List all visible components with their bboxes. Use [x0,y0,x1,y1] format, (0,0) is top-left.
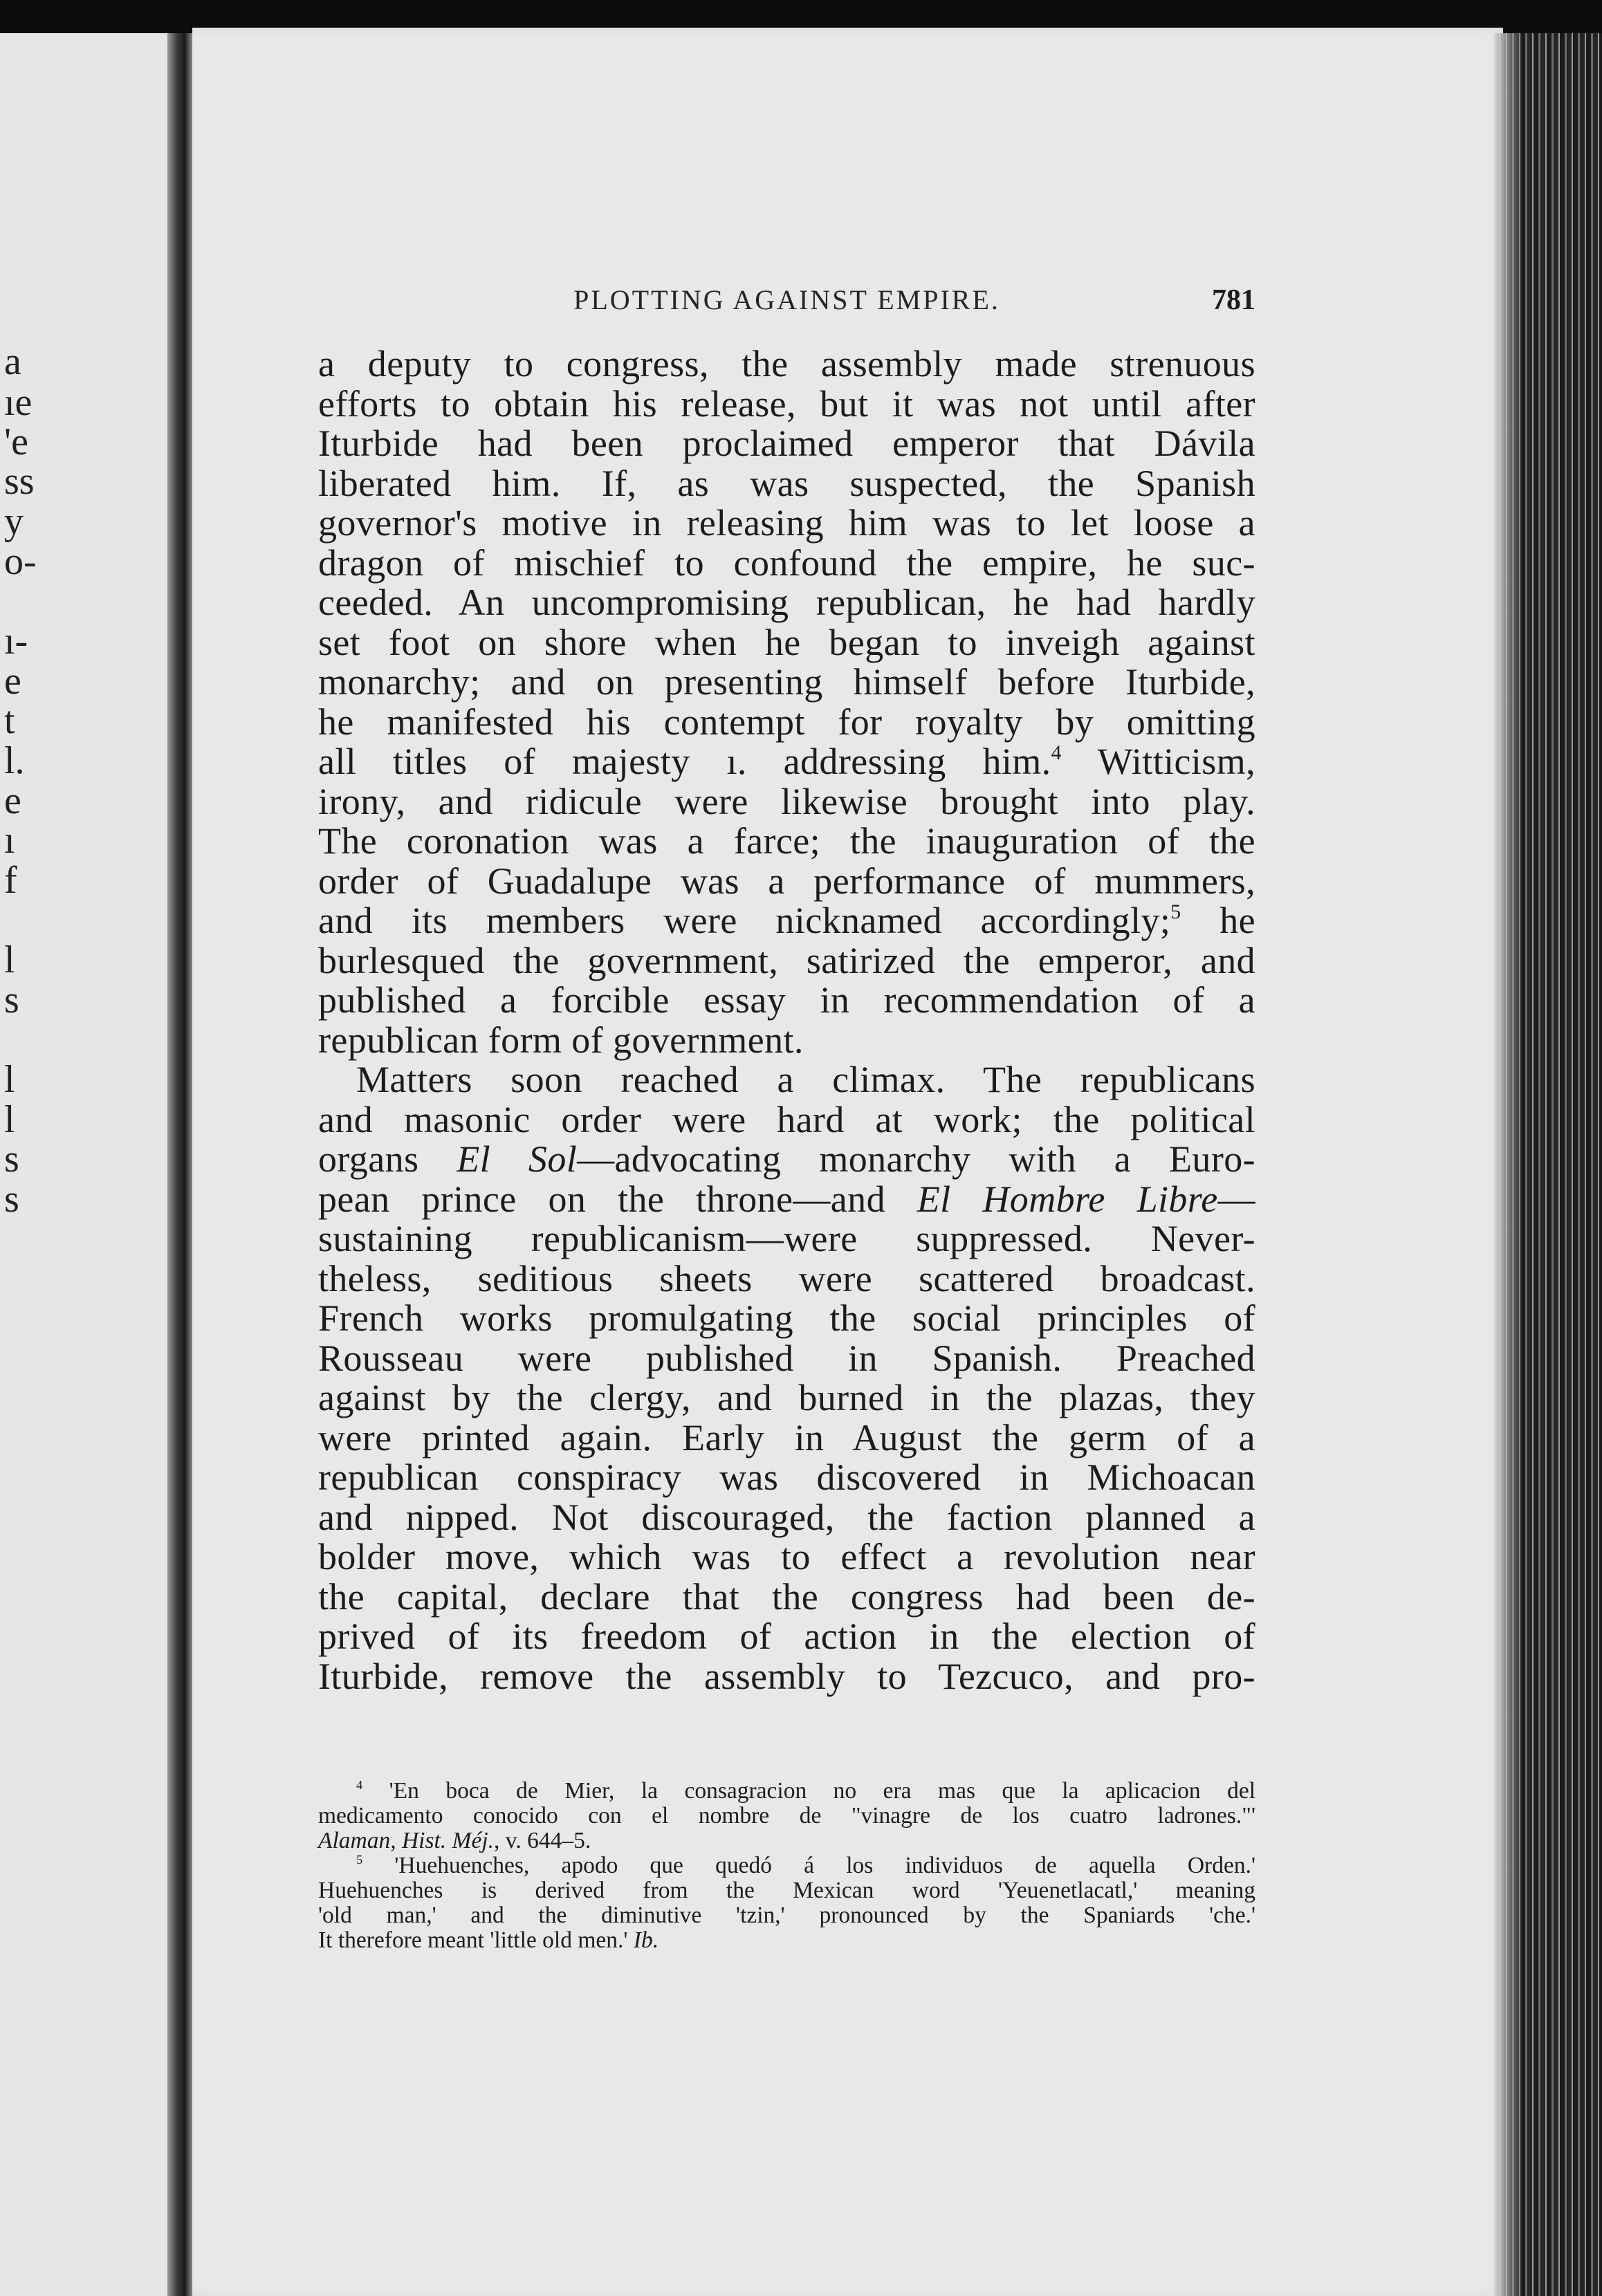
body-line-text: all titles of majesty ı. addressing him. [318,741,1051,782]
body-line: order of Guadalupe was a performance of mummers, [318,860,1255,902]
citation: Alaman, Hist. Méj. [318,1828,495,1853]
page-number: 781 [1212,284,1255,316]
body-line [318,901,1255,941]
facing-page-char: s [4,1138,19,1181]
body-line-tail: he [1181,900,1255,941]
facing-page-char: 'e [4,420,28,463]
body-line: efforts to obtain his release, but it was not until after [318,382,1255,425]
body-line: theless, seditious sheets were scattered broadcast. [318,1257,1255,1299]
facing-page-char: ı- [4,620,28,663]
body-line: a deputy to congress, the assembly made strenuous [318,343,1255,385]
body-line-text: organs [318,1138,419,1180]
body-line: and masonic order were hard at work; the political [318,1098,1255,1140]
footnote-marker: 5 [356,1853,363,1867]
body-line: ceeded. An uncompromising republican, he had hardly [318,582,1255,623]
body-line-tail: Witticism, [1061,741,1255,782]
running-title: PLOTTING AGAINST EMPIRE. [573,284,1000,315]
body-line: Iturbide, remove the assembly to Tezcuco, and pro- [318,1655,1255,1697]
body-line: republican conspiracy was discovered in Michoacan [318,1456,1255,1498]
body-line: and nipped. Not discouraged, the faction planned a [318,1496,1255,1538]
body-line: governor's motive in releasing him was to let loose a [318,502,1255,544]
body-line [318,1140,1255,1180]
facing-page-char: l [4,1098,15,1141]
body-line [318,742,1255,782]
body-line: bolder move, which was to effect a revolution near [318,1536,1255,1577]
facing-page-char: s [4,1178,19,1221]
footnote-line: Huehuenches is derived from the Mexican word 'Yeuenetlacatl,' meaning [318,1878,1255,1903]
facing-page-char: ss [4,460,35,503]
facing-page-char: s [4,979,19,1021]
body-line-text: and its members were nicknamed accordingly; [318,900,1171,941]
facing-page-char: a [4,340,21,383]
body-line [318,1180,1255,1220]
facing-page-char: l [4,938,15,981]
footnote-line [318,1829,1255,1853]
facing-page-char: ı [4,819,15,862]
footnotes [318,1779,1255,1953]
body-line: he manifested his contempt for royalty by omitting [318,701,1255,743]
facing-page-char: e [4,660,21,703]
facing-page-char: l [4,1058,15,1101]
footnote-ref-4: 4 [1051,742,1062,765]
body-line: republican form of government. [318,1019,804,1061]
body-line: monarchy; and on presenting himself before Iturbide, [318,661,1255,703]
footnote-line [318,1928,1255,1953]
footnote-text: 'Huehuenches, apodo que quedó á los individuos de aquella Orden.' [362,1853,1255,1878]
facing-page-char: l. [4,739,25,782]
body-line: published a forcible essay in recommendation of a [318,979,1255,1021]
page-edge-shadow [1494,33,1522,2296]
footnote-marker: 4 [356,1778,363,1793]
body-line: burlesqued the government, satirized the emperor, and [318,939,1255,981]
body-line-tail: —advocating monarchy with a Euro- [577,1138,1255,1180]
facing-page-edge [0,33,167,2296]
facing-page-char: f [4,859,17,902]
footnote-text: 'En boca de Mier, la consagracion no era mas que la aplicacion del [362,1778,1255,1804]
footnote-line: medicamento conocido con el nombre de "vinagre de los cuatro ladrones."' [318,1803,1255,1829]
body-line: Matters soon reached a climax. The republicans [356,1059,1255,1100]
citation: Ib. [633,1927,659,1953]
body-text [318,344,1255,1696]
body-line-text: pean prince on the throne—and [318,1178,885,1220]
body-line: Rousseau were published in Spanish. Preached [318,1337,1255,1379]
body-line: dragon of mischief to confound the empire, he suc- [318,541,1255,584]
body-line: were printed again. Early in August the germ of a [318,1416,1255,1459]
facing-page-char: o- [4,540,37,583]
citation-tail: , v. 644–5. [494,1828,591,1853]
facing-page-char: t [4,699,15,742]
body-line: Iturbide had been proclaimed emperor that Dávila [318,423,1255,464]
newspaper-title: El Sol [457,1138,578,1180]
footnote-5 [318,1853,1255,1878]
body-line: sustaining republicanism—were suppressed. Never- [318,1218,1255,1259]
body-line: The coronation was a farce; the inauguration of the [318,820,1255,862]
newspaper-title: El Hombre Libre [917,1178,1218,1220]
facing-page-char: e [4,779,21,822]
footnote-ref-5: 5 [1170,901,1181,924]
facing-page-char: ıe [4,381,33,424]
body-line: the capital, declare that the congress had been de- [318,1575,1255,1618]
body-line: prived of its freedom of action in the election of [318,1615,1255,1657]
body-line: irony, and ridicule were likewise brought into play. [318,780,1255,822]
facing-page-char: y [4,500,24,543]
footnote-text: It therefore meant 'little old men.' [318,1927,628,1953]
body-line-tail: — [1217,1178,1255,1220]
book-gutter [167,33,192,2296]
footnote-line: 'old man,' and the diminutive 'tzin,' pronounced by the Spaniards 'che.' [318,1902,1255,1928]
body-line: against by the clergy, and burned in the plazas, they [318,1377,1255,1418]
footnote-4 [318,1779,1255,1804]
body-line: set foot on shore when he began to inveigh against [318,621,1255,663]
body-line: liberated him. If, as was suspected, the Spanish [318,462,1255,504]
running-head [318,284,1255,325]
body-line: French works promulgating the social principles of [318,1297,1255,1339]
